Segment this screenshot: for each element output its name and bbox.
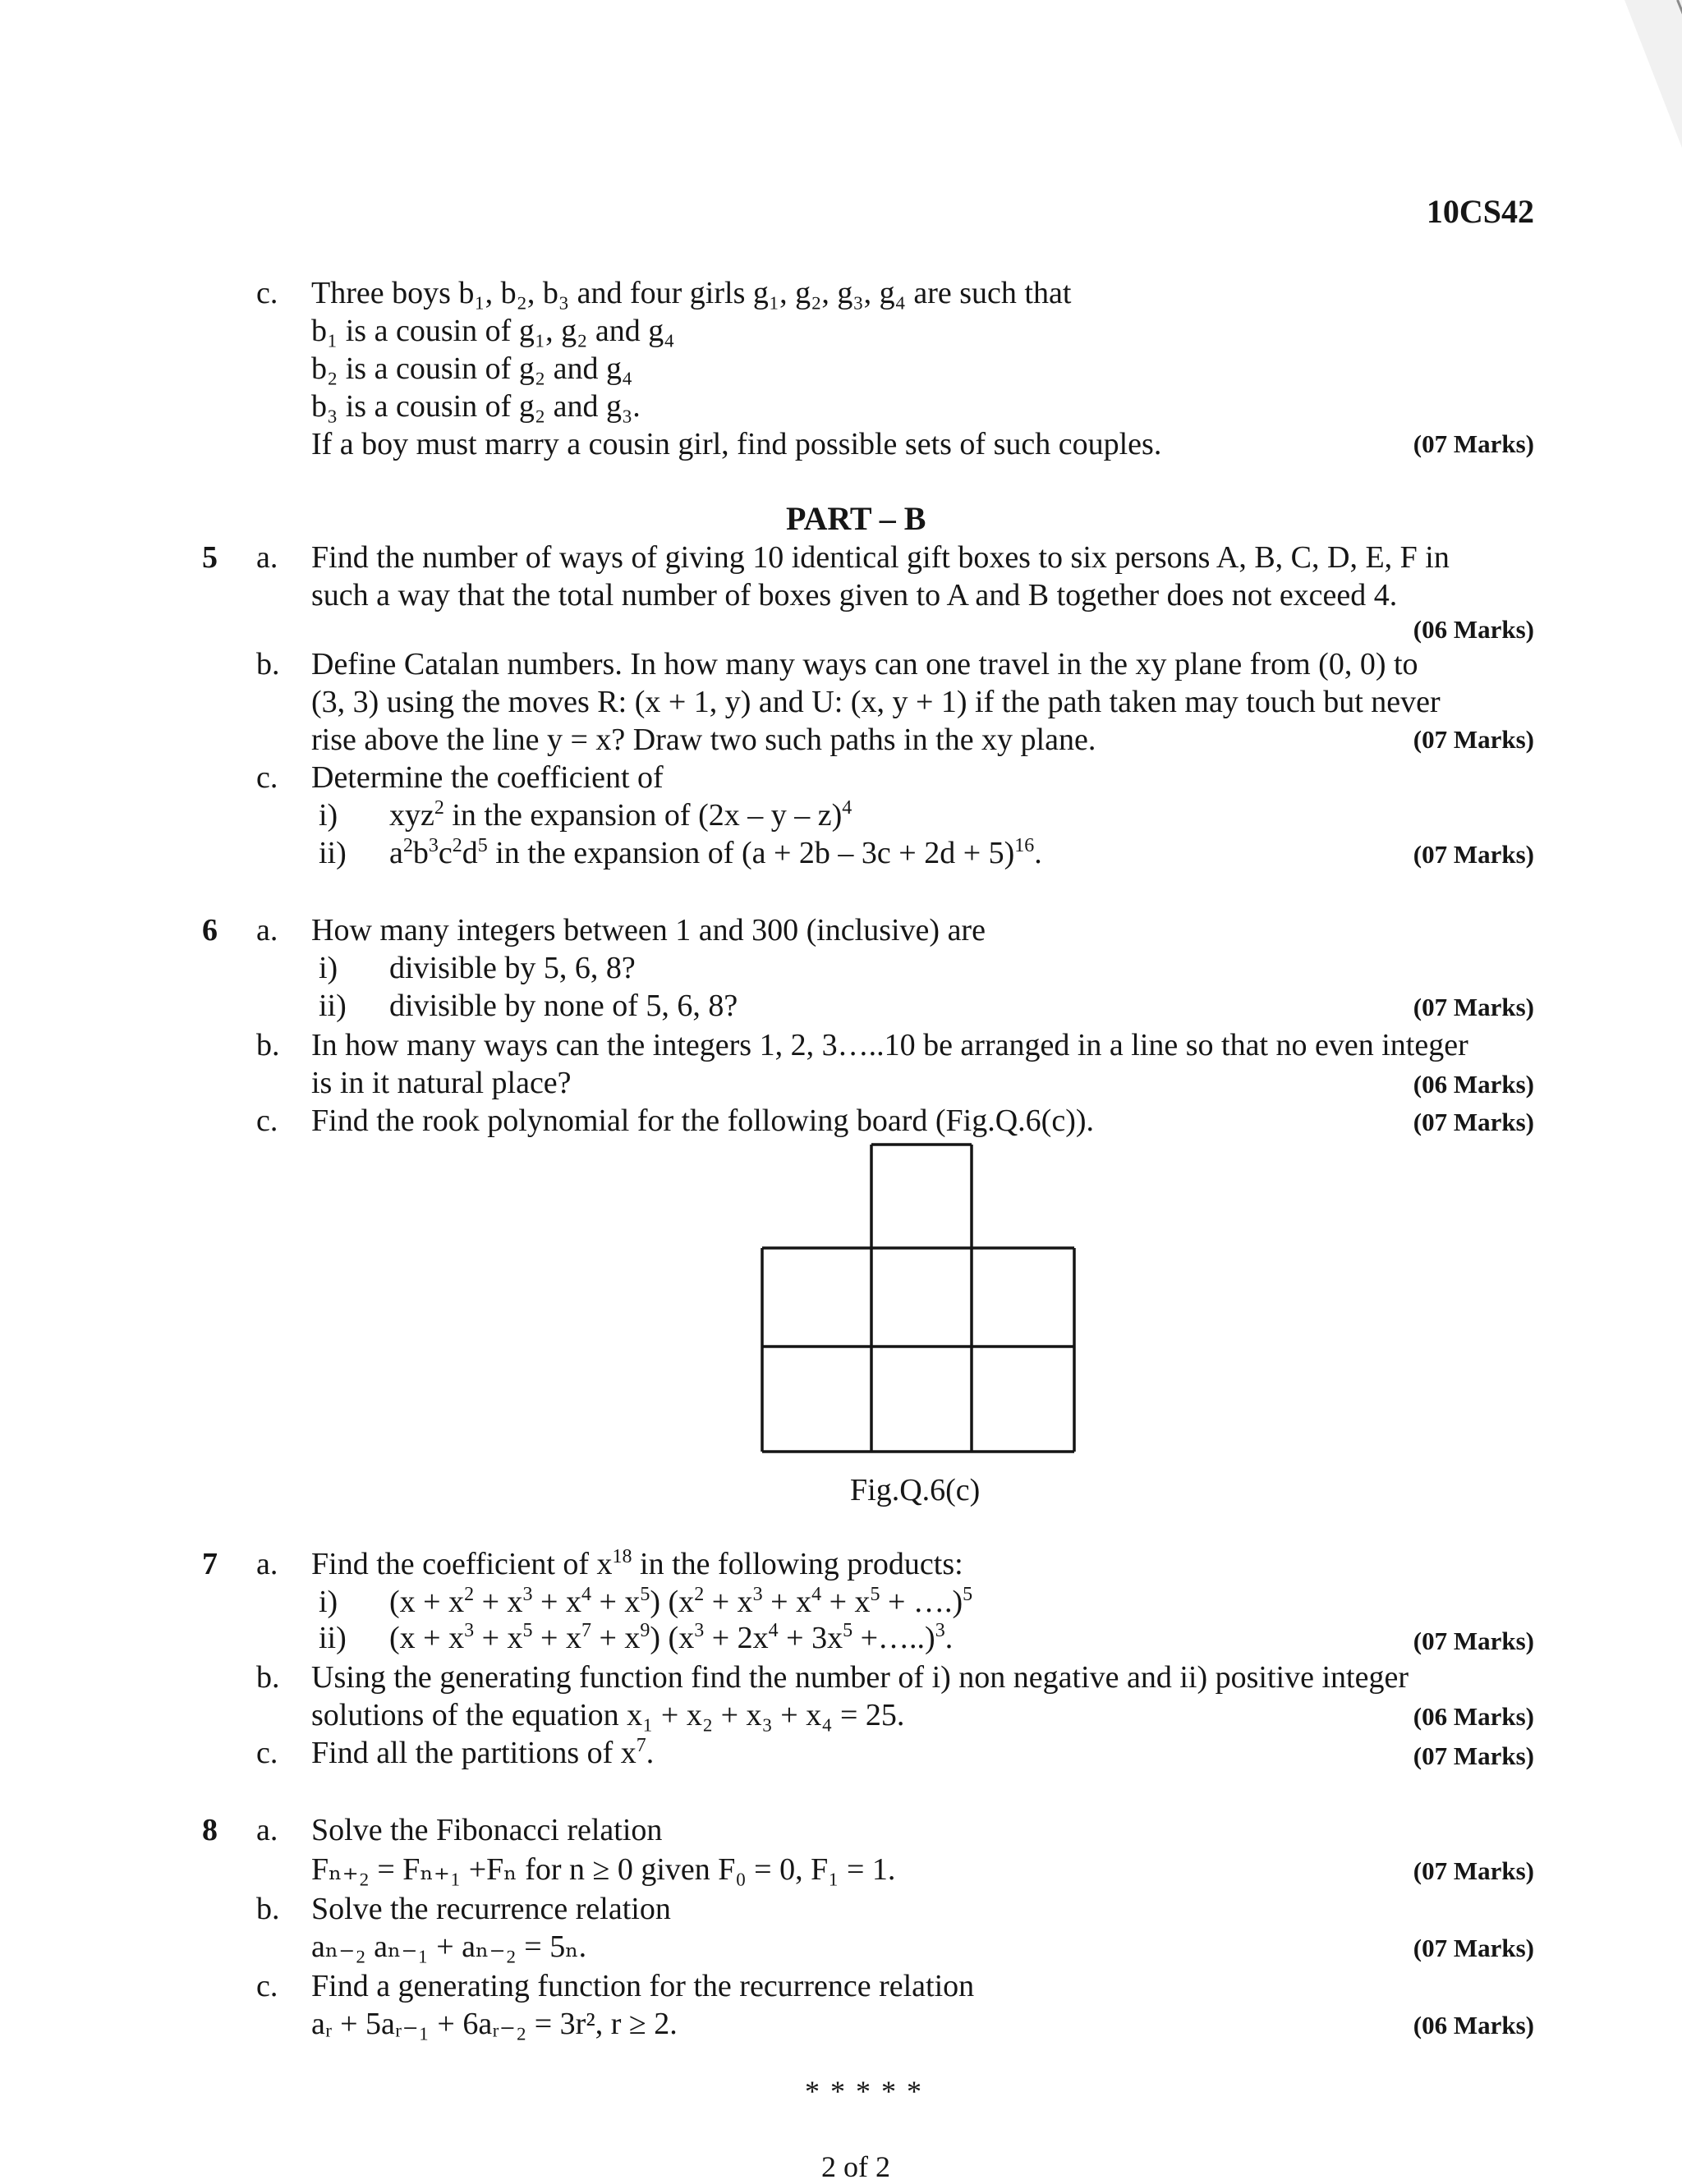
- q6a-line1: How many integers between 1 and 300 (inclusive) are: [311, 913, 986, 947]
- q7c-marks: (07 Marks): [1413, 1741, 1534, 1770]
- part-b-heading: PART – B: [786, 500, 926, 537]
- q8c-line2: aᵣ + 5aᵣ₋₁ + 6aᵣ₋₂ = 3r², r ≥ 2.: [311, 2007, 678, 2041]
- q5b-line2: (3, 3) using the moves R: (x + 1, y) and U: (x, y + 1) if the path taken may touch but never: [311, 685, 1441, 719]
- q8a-marks: (07 Marks): [1413, 1856, 1534, 1885]
- q6a-i-text: divisible by 5, 6, 8?: [389, 951, 636, 985]
- q8b-marks: (07 Marks): [1413, 1934, 1534, 1962]
- q5c-marks: (07 Marks): [1413, 840, 1534, 869]
- q6a-ii-text: divisible by none of 5, 6, 8?: [389, 989, 738, 1023]
- q6-number: 6: [202, 913, 218, 947]
- q7b-marks: (06 Marks): [1413, 1702, 1534, 1731]
- q4c-line4: b₃ is a cousin of g₂ and g₃.: [311, 389, 641, 424]
- q7a-i-expression: $(x + x^2 + x^3 + x^4 + x^5)$ ($x^2 + x^3 + x^4 + x^5$ + ….)$^5$: [389, 1584, 973, 1619]
- q6b-line1: In how many ways can the integers 1, 2, 3…..10 be arranged in a line so that no even integer: [311, 1028, 1468, 1062]
- q7a-i-label: i): [319, 1585, 338, 1619]
- q5c-i-label: i): [319, 798, 338, 833]
- q7a-line1: Find the coefficient of $x^{18}$ in the following products:: [311, 1546, 963, 1581]
- q7c-line1: Find all the partitions of $x^7$.: [311, 1735, 655, 1770]
- q7a-label: a.: [256, 1547, 278, 1581]
- folded-page-corner: [1625, 0, 1682, 148]
- q5a-line1: Find the number of ways of giving 10 identical gift boxes to six persons A, B, C, D, E, F in: [311, 540, 1450, 575]
- q6c-label: c.: [256, 1103, 278, 1138]
- rook-board-figure: [739, 1133, 1101, 1470]
- course-code: 10CS42: [1426, 193, 1534, 230]
- q6b-line2: is in it natural place?: [311, 1066, 572, 1100]
- end-stars: * * * * *: [805, 2075, 923, 2108]
- q4c-line2: b₁ is a cousin of g₁, g₂ and g₄: [311, 314, 675, 348]
- q7b-line2: solutions of the equation x₁ + x₂ + x₃ + x₄ = 25.: [311, 1698, 905, 1732]
- q5a-marks: (06 Marks): [1413, 615, 1534, 644]
- q6c-line1: Find the rook polynomial for the following board (Fig.Q.6(c)).: [311, 1103, 1095, 1138]
- q8c-marks: (06 Marks): [1413, 2011, 1534, 2039]
- q8c-label: c.: [256, 1969, 278, 2003]
- q5c-i-expression: xyz$^2$ in the expansion of (2x – y – z)$^4$: [389, 797, 852, 833]
- q7-number: 7: [202, 1547, 218, 1581]
- q5b-marks: (07 Marks): [1413, 725, 1534, 754]
- q5c-line1: Determine the coefficient of: [311, 760, 664, 795]
- q7b-label: b.: [256, 1660, 280, 1695]
- q7a-ii-label: ii): [319, 1621, 347, 1655]
- q4c-line3: b₂ is a cousin of g₂ and g₄: [311, 351, 633, 386]
- q5b-line1: Define Catalan numbers. In how many ways can one travel in the xy plane from (0, 0) to: [311, 647, 1418, 681]
- q5c-ii-expression: $a^2b^3c^2d^5$ in the expansion of $(a + 2b - 3c + 2d + 5)^{16}$.: [389, 835, 1042, 870]
- q7b-line1: Using the generating function find the number of i) non negative and ii) positive integer: [311, 1660, 1409, 1695]
- q5-number: 5: [202, 540, 218, 575]
- q8b-label: b.: [256, 1892, 280, 1926]
- q6a-marks: (07 Marks): [1413, 993, 1534, 1021]
- q4c-marks: (07 Marks): [1413, 429, 1534, 458]
- q8a-line2: Fₙ₊₂ = Fₙ₊₁ +Fₙ for n ≥ 0 given F₀ = 0, F₁ = 1.: [311, 1852, 896, 1887]
- q5c-ii-label: ii): [319, 836, 347, 870]
- q5a-label: a.: [256, 540, 278, 575]
- q8a-label: a.: [256, 1813, 278, 1847]
- q4c-line5: If a boy must marry a cousin girl, find possible sets of such couples.: [311, 427, 1162, 461]
- q8-number: 8: [202, 1813, 218, 1847]
- q5c-label: c.: [256, 760, 278, 795]
- fig-caption: Fig.Q.6(c): [850, 1473, 981, 1507]
- q8c-line1: Find a generating function for the recurrence relation: [311, 1969, 975, 2003]
- q4c-label: c.: [256, 276, 278, 310]
- q8b-line2: aₙ₋₂ aₙ₋₁ + aₙ₋₂ = 5ₙ.: [311, 1929, 587, 1964]
- q6b-marks: (06 Marks): [1413, 1070, 1534, 1099]
- q8b-line1: Solve the recurrence relation: [311, 1892, 671, 1926]
- q7a-ii-expression: $(x + x^3 + x^5 + x^7 + x^9)$ ($x^3 + 2x^4 + 3x^5$ +…..)$^3$.: [389, 1620, 954, 1655]
- q7a-marks: (07 Marks): [1413, 1627, 1534, 1655]
- q6a-ii-label: ii): [319, 989, 347, 1023]
- q7c-label: c.: [256, 1736, 278, 1770]
- page-number: 2 of 2: [821, 2150, 890, 2183]
- q4c-line1: Three boys b₁, b₂, b₃ and four girls g₁, g₂, g₃, g₄ are such that: [311, 276, 1072, 310]
- q6a-label: a.: [256, 913, 278, 947]
- q8a-line1: Solve the Fibonacci relation: [311, 1813, 663, 1847]
- q6b-label: b.: [256, 1028, 280, 1062]
- q5b-label: b.: [256, 647, 280, 681]
- q5a-line2: such a way that the total number of boxes given to A and B together does not exceed 4.: [311, 578, 1398, 613]
- q5b-line3: rise above the line y = x? Draw two such paths in the xy plane.: [311, 723, 1096, 757]
- q6c-marks: (07 Marks): [1413, 1108, 1534, 1136]
- q6a-i-label: i): [319, 951, 338, 985]
